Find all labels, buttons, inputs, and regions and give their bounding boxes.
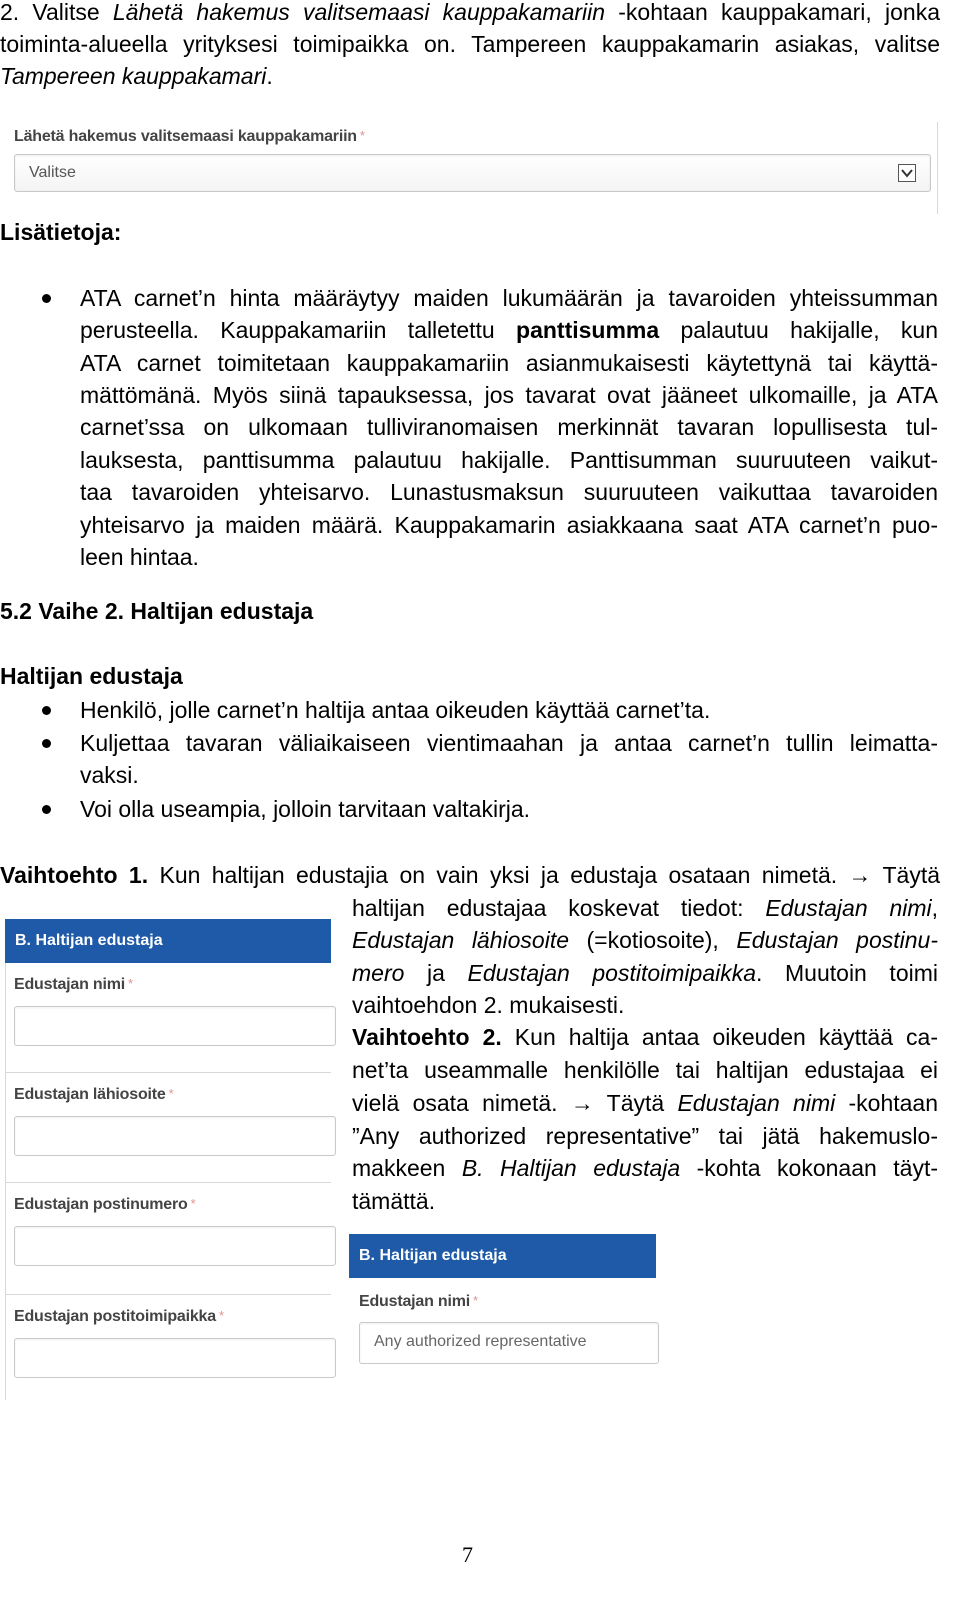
line: leen hintaa. [80,544,199,570]
haltijan-heading: Haltijan edustaja [0,663,183,689]
field-label [359,1293,478,1311]
divider [5,1182,331,1183]
line: net’ta useammalle henkilölle tai haltijan edustajaa ei [352,1057,938,1083]
line: carnet’ssa on ulkomaan tulliviranomaisen merkinnät tavaran lopullisesta tul- [80,414,938,440]
text: makkeen [352,1155,462,1181]
step2-line3 [0,60,940,92]
label-text: Edustajan postitoimipaikka [14,1308,216,1325]
text: vielä osata nimetä. [352,1090,571,1116]
divider [5,1072,331,1073]
text: Täytä [871,862,941,888]
step2-line2: toiminta-alueella yrityksesi toimipaikka on. Tampereen kauppakamarin asiakas, valitse [0,31,940,57]
text-italic: Tampereen kauppakamari [0,63,267,89]
line [352,924,938,956]
text-bold: panttisumma [516,317,660,343]
required-marker: * [168,1086,174,1101]
text-italic: mero [352,960,405,986]
text-italic: Edustajan lähiosoite [352,927,569,953]
label-text: Lähetä hakemus valitsemaasi kauppakamariin [14,128,357,145]
text: Kun haltijan edustajia on vain yksi ja edustaja osataan nimetä. [148,862,849,888]
arrow-right-icon: → [570,1090,594,1116]
select-value: Valitse [29,164,76,181]
line [80,314,938,346]
line [352,892,938,924]
bullet [42,805,51,814]
edustajan-postinumero-input[interactable] [14,1226,336,1266]
required-marker: * [473,1293,478,1308]
edustajan-nimi-input[interactable] [14,1006,336,1046]
text-italic: Edustajan nimi [677,1090,836,1116]
kauppakamari-select[interactable] [14,154,931,192]
text-bold: Vaihtoehto 1. [0,862,149,888]
lisatietoja-heading: Lisätietoja: [0,219,122,245]
arrow-right-icon: → [848,862,872,888]
bullet-item-cont: vaksi. [80,762,139,788]
field-label [14,1196,195,1214]
edustajan-lahiosoite-input[interactable] [14,1116,336,1156]
text-italic: Edustajan nimi [765,895,932,921]
line: taa tavaroiden yhteisarvo. Lunastusmaksun suuruuteen vaikuttaa tavaroiden [80,479,938,505]
bullet [42,294,51,303]
required-marker: * [359,128,365,143]
line: vaihtoehdon 2. mukaisesti. [352,992,625,1018]
line: ATA carnet’n hinta määräytyy maiden lukumäärän ja tavaroiden yhteissumman [80,285,938,311]
text: -kohta kokonaan täyt- [680,1155,939,1181]
chevron-down-icon[interactable] [898,164,916,182]
text: 2. Valitse [0,0,113,25]
input-value: Any authorized representative [374,1333,587,1350]
label-text: Edustajan nimi [359,1293,470,1310]
field-label [14,1308,224,1326]
text: (=kotiosoite), [569,927,737,953]
bullet-item: Kuljettaa tavaran väliaikaiseen vientimaahan ja antaa carnet’n tullin leimatta- [80,730,938,756]
step2-line1 [0,0,940,28]
line: mättömänä. Myös siinä tapauksessa, jos tavarat ovat jääneet ulkomaille, ja ATA [80,382,938,408]
text-italic: Edustajan postitoimipaikka [467,960,757,986]
line [352,1021,938,1053]
text: , [931,895,939,921]
required-marker: * [128,976,133,991]
edustajan-nimi-input[interactable] [359,1322,659,1364]
text: haltijan edustajaa koskevat tiedot: [352,895,766,921]
text-italic: B. Haltijan edustaja [461,1155,681,1181]
field-label [14,1086,173,1104]
section-header: B. Haltijan edustaja [5,919,331,963]
bullet-item: Voi olla useampia, jolloin tarvitaan valtakirja. [80,796,531,822]
line [352,1087,938,1119]
line: lauksesta, panttisumma palautuu hakijalle. Panttisumman suuruuteen vaikut- [80,447,938,473]
label-text: Edustajan postinumero [14,1196,188,1213]
text-bold: Vaihtoehto 2. [352,1024,502,1050]
line: yhteisarvo ja maiden määrä. Kauppakamarin asiakkaana saat ATA carnet’n puo- [80,512,938,538]
text: . [266,63,273,89]
edustajan-postitoimipaikka-input[interactable] [14,1338,336,1378]
text: perusteella. Kauppakamariin talletettu [80,317,517,343]
text: palautuu hakijalle, kun [659,317,938,343]
label-text: Edustajan nimi [14,976,125,993]
divider [5,1294,331,1295]
bullet-item: Henkilö, jolle carnet’n haltija antaa oikeuden käyttää carnet’ta. [80,697,711,723]
text: Täytä [593,1090,678,1116]
vaihtoehto1-line [0,859,940,891]
text: ja [404,960,468,986]
text: -kohtaan kauppakamari, jonka [605,0,940,25]
line: ”Any authorized representative” tai jätä hakemuslo- [352,1123,938,1149]
required-marker: * [218,1308,224,1323]
bullet [42,706,51,715]
section-heading: 5.2 Vaihe 2. Haltijan edustaja [0,598,314,624]
label-text: Edustajan lähiosoite [14,1086,166,1103]
bullet [42,739,51,748]
text-italic: Edustajan postinu- [736,927,939,953]
line: tämättä. [352,1188,436,1214]
field-label [14,128,365,146]
line [352,1152,938,1184]
required-marker: * [190,1196,196,1211]
line: ATA carnet toimitetaan kauppakamariin asianmukaisesti käytettynä tai käyttä- [80,350,938,376]
text: Kun haltija antaa oikeuden käyttää ca- [501,1024,938,1050]
field-label [14,976,133,994]
line [352,957,938,989]
section-header: B. Haltijan edustaja [349,1234,656,1278]
divider [937,122,938,214]
page-number: 7 [462,1542,473,1567]
text: -kohtaan [835,1090,938,1116]
divider [5,963,6,1400]
text: . Muutoin toimi [756,960,938,986]
text-italic: Lähetä hakemus valitsemaasi kauppakamariin [112,0,606,25]
